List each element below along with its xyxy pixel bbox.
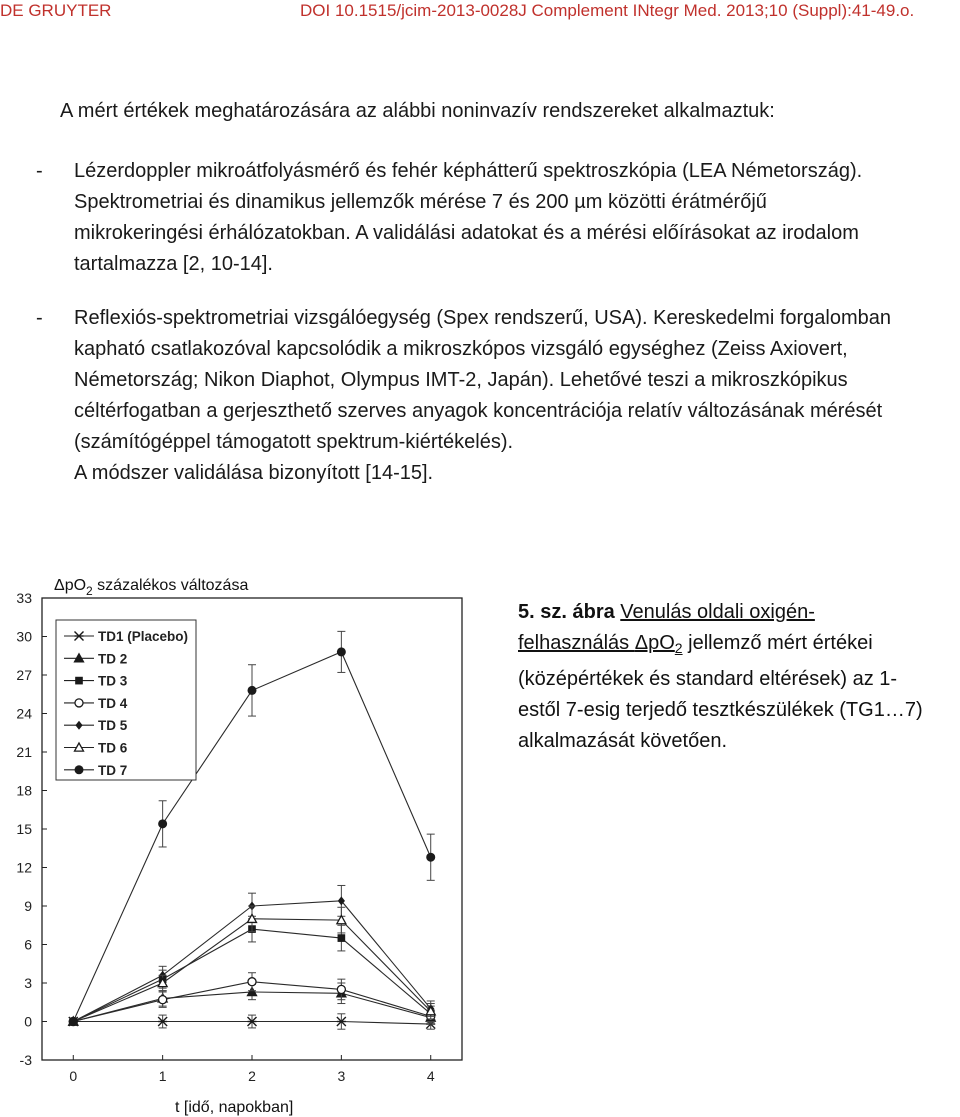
x-tick-label: 0 [69,1068,78,1084]
list-dash: - [36,160,43,182]
text-line: (számítógéppel támogatott spektrum-kiértékelés). [74,431,514,453]
po2-line-chart [0,560,520,1117]
x-tick-label: 1 [158,1068,167,1084]
y-tick-label: -3 [19,1052,32,1068]
caption-line: alkalmazását követően. [518,730,728,752]
list-item [36,303,956,489]
y-tick-label: 21 [16,744,32,760]
marker-shape [158,819,167,828]
marker-shape [75,699,83,707]
text-line: A módszer validálása bizonyított [14-15]. [74,462,434,484]
marker-shape [338,934,346,942]
data-point [158,819,167,828]
caption-line: (középértékek és standard eltérések) az 1- [518,668,898,690]
figure-label: 5. sz. ábra [518,601,615,623]
legend-label: TD 2 [98,651,128,667]
y-tick-label: 15 [16,821,32,837]
x-tick-label: 3 [337,1068,346,1084]
doi-reference: DOI 10.1515/jcim-2013-0028J Complement INtegr Med. 2013;10 (Suppl):41-49.o. [300,1,915,20]
legend-label: TD 5 [98,718,128,734]
y-tick-label: 24 [16,705,32,722]
text-line: Spektrometriai és dinamikus jellemzők mérése 7 és 200 µm közötti érátmérőjű [74,191,767,213]
marker-shape [75,677,83,685]
marker-shape [75,765,84,774]
caption-line [518,597,958,628]
y-tick-label: 33 [16,590,32,606]
chart-legend [56,620,196,780]
data-point [248,686,257,695]
caption-line: felhasználás ΔpO$_2$ jellemző mért értékei [518,632,873,656]
caption-title: Venulás oldali oxigén- [620,601,815,623]
data-point [75,699,83,707]
legend-label: TD 7 [98,762,128,778]
caption-line: estől 7-esig terjedő tesztkészülékek (TG1…7) [518,699,923,721]
data-point [426,853,435,862]
text-line: céltérfogatban a gerjeszthető szerves anyagok koncentrációja relatív változásának mérését [74,400,883,422]
text-line: Németország; Nikon Diaphot, Olympus IMT-2, Japán). Lehetővé teszi a mikroszkópikus [74,369,848,391]
marker-shape [248,686,257,695]
x-axis [69,1055,434,1084]
x-axis-label: t [idő, napokban] [175,1099,294,1116]
y-tick-label: 27 [16,667,32,683]
page-header [0,0,960,30]
y-tick-label: 9 [24,898,32,914]
legend-label: TD 6 [98,740,128,756]
text-line: Lézerdoppler mikroátfolyásmérő és fehér képhátterű spektroszkópia (LEA Németország). [74,160,863,182]
data-point [75,765,84,774]
series-group [69,906,435,1025]
data-point [69,1017,78,1026]
data-point [248,978,256,986]
marker-shape [248,978,256,986]
y-tick-label: 30 [16,628,32,645]
list-dash: - [36,307,43,329]
legend-label: TD 3 [98,673,128,689]
y-tick-label: 12 [16,859,32,876]
text-line: Reflexiós-spektrometriai vizsgálóegység (Spex rendszerű, USA). Kereskedelmi forgalomban [74,307,892,329]
y-tick-label: 6 [24,936,32,953]
text-line: tartalmazza [2, 10-14]. [74,253,273,275]
y-tick-label: 0 [24,1013,32,1030]
text-line: mikrokeringési érhálózatokban. A validálási adatokat és a mérési előírásokat az irodalom [74,222,859,244]
legend-label: TD1 (Placebo) [98,629,189,644]
data-point [337,647,346,656]
x-tick-label: 4 [426,1068,435,1084]
data-point [338,934,346,942]
publisher-name: DE GRUYTER [0,1,112,20]
series-group [69,1014,435,1029]
list-item [36,156,956,280]
marker-shape [69,1017,78,1026]
marker-shape [426,853,435,862]
chart-title: ΔpO$_2$ százalékos változása [54,577,249,598]
marker-shape [159,996,167,1004]
marker-shape [337,985,345,993]
x-tick-label: 2 [248,1068,256,1084]
intro-text: A mért értékek meghatározására az alábbi noninvazív rendszereket alkalmaztuk: [60,100,775,122]
figure-caption [518,597,958,757]
data-point [75,677,83,685]
legend-label: TD 4 [98,695,128,711]
text-line: kapható csatlakozóval kapcsolódik a mikroszkópos vizsgáló egységhez (Zeiss Axiovert, [74,338,848,360]
y-tick-label: 18 [16,782,32,799]
y-tick-label: 3 [24,975,32,991]
marker-shape [337,647,346,656]
data-point [159,996,167,1004]
data-point [337,985,345,993]
